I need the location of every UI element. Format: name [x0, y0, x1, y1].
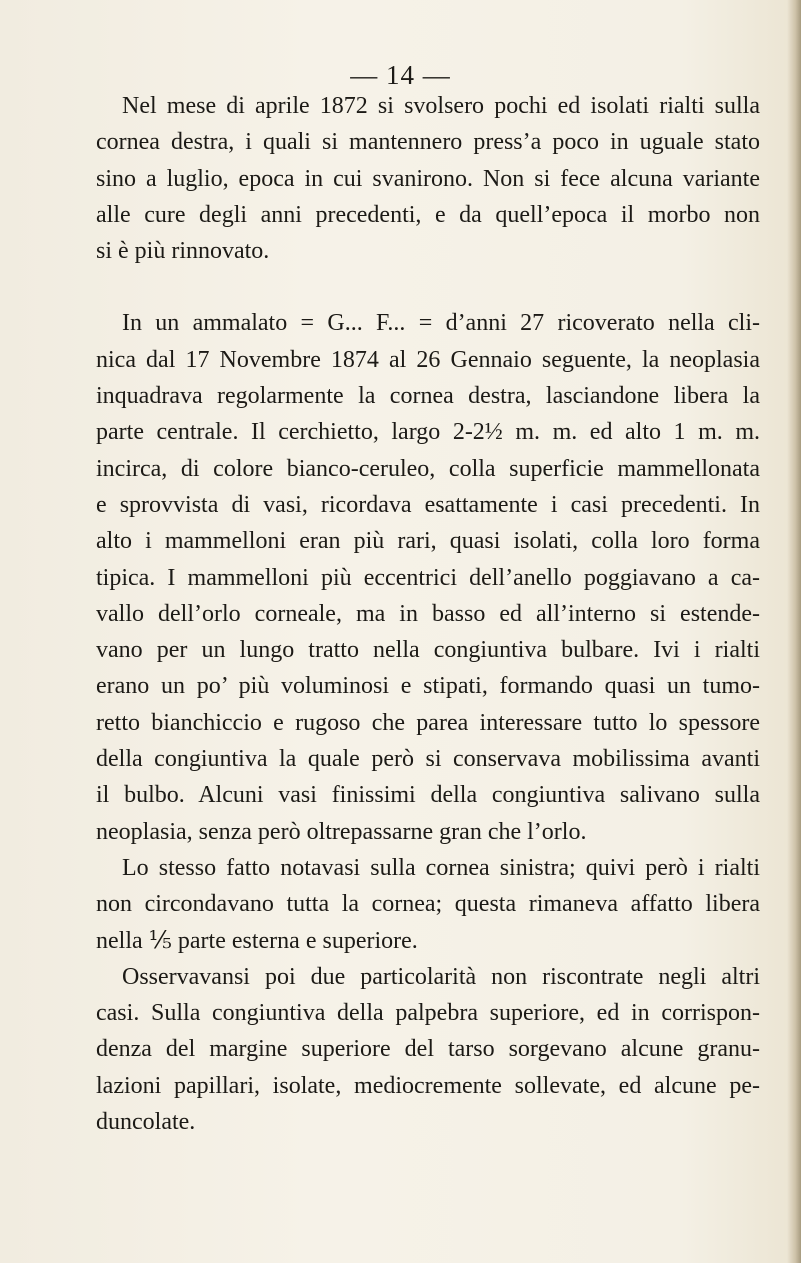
text-line: e sprovvista di vasi, ricordava esattamente i casi precedenti. In	[96, 491, 760, 518]
text-line: cornea destra, i quali si mantennero press’a poco in uguale stato	[96, 129, 760, 156]
text-line: parte centrale. Il cerchietto, largo 2-2½ m. m. ed alto 1 m. m.	[96, 419, 760, 446]
text-line: alto i mammelloni eran più rari, quasi isolati, colla loro forma	[96, 528, 760, 555]
text-line: duncolate.	[96, 1109, 196, 1136]
text-line: casi. Sulla congiuntiva della palpebra superiore, ed in corrispon-	[96, 1000, 760, 1027]
text-line: Lo stesso fatto notavasi sulla cornea sinistra; quivi però i rialti	[122, 854, 760, 881]
page-number-header: — 14 —	[350, 60, 451, 90]
text-line: della congiuntiva la quale però si conservava mobilissima avanti	[96, 746, 760, 773]
text-line: inquadrava regolarmente la cornea destra, lasciandone libera la	[96, 383, 760, 410]
text-line: In un ammalato = G... F... = d’anni 27 ricoverato nella cli-	[122, 310, 760, 337]
text-line: alle cure degli anni precedenti, e da quell’epoca il morbo non	[96, 201, 760, 228]
text-line: sino a luglio, epoca in cui svanirono. Non si fece alcuna variante	[96, 165, 760, 192]
text-line: lazioni papillari, isolate, mediocremente sollevate, ed alcune pe-	[96, 1072, 760, 1099]
text-line: non circondavano tutta la cornea; questa rimaneva affatto libera	[96, 891, 760, 918]
text-line: nica dal 17 Novembre 1874 al 26 Gennaio seguente, la neoplasia	[96, 346, 760, 373]
text-line: vallo dell’orlo corneale, ma in basso ed all’interno si estende-	[96, 600, 760, 627]
text-line: Nel mese di aprile 1872 si svolsero pochi ed isolati rialti sulla	[122, 93, 760, 119]
text-line: incirca, di colore bianco-ceruleo, colla superficie mammellonata	[96, 455, 760, 482]
paragraph	[96, 959, 760, 1140]
page-edge-shadow	[787, 0, 801, 1263]
text-line: retto bianchiccio e rugoso che parea interessare tutto lo spessore	[96, 709, 760, 736]
paragraph	[96, 850, 760, 959]
paragraph-gap	[96, 269, 760, 305]
text-line: si è più rinnovato.	[96, 238, 270, 265]
text-line: denza del margine superiore del tarso sorgevano alcune granu-	[96, 1036, 760, 1063]
text-line: il bulbo. Alcuni vasi finissimi della congiuntiva salivano sulla	[96, 782, 760, 809]
text-line: tipica. I mammelloni più eccentrici dell’anello poggiavano a ca-	[96, 564, 760, 591]
body-text	[96, 88, 760, 1140]
text-line: neoplasia, senza però oltrepassarne gran che l’orlo.	[96, 818, 587, 845]
text-line: erano un po’ più voluminosi e stipati, formando quasi un tumo-	[96, 673, 760, 700]
paragraph	[96, 88, 760, 269]
paragraph	[96, 305, 760, 849]
text-line: Osservavansi poi due particolarità non riscontrate negli altri	[122, 963, 760, 990]
text-line: nella ⅕ parte esterna e superiore.	[96, 927, 418, 954]
text-line: vano per un lungo tratto nella congiuntiva bulbare. Ivi i rialti	[96, 637, 760, 664]
